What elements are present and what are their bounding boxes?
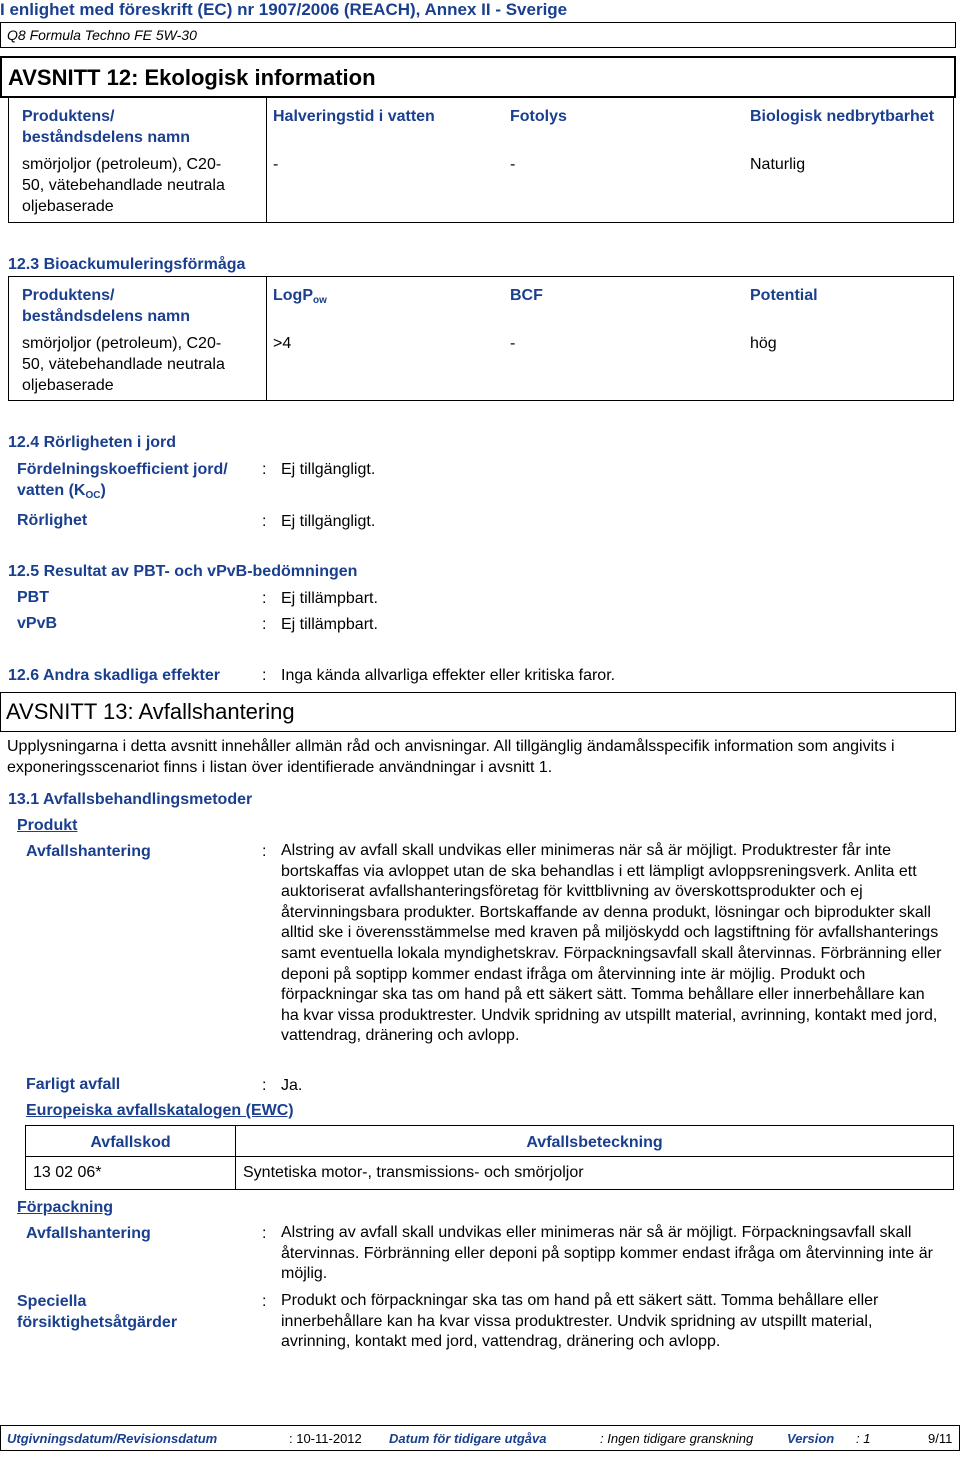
bioaccumulation-title: 12.3 Bioackumuleringsförmåga [8,256,246,273]
speciella-colon: : [262,1293,267,1310]
avfallshantering-text: Alstring av avfall skall undvikas eller minimeras när så är möjligt. Produktrester får inte bortskaffas via avloppet utan de ska behandlas i ett lämpligt avloppsreningsverk. Anlita ett auktoriserat avfallshanteringsföretag för kvittblivning av överskottsprodukter och ej återvinningsbara produkter. Bortskaffande av denna produkt, lösningar och biprodukter skall alltid ske i överensstämmelse med kraven på miljöskydd och lagstiftning för avfallshanterings samt eventuella lokala myndighetskrav. Förpackningsavfall skall återvinnas. Förbränning eller deponi på soptipp kommer endast ifråga om återvinning inte är möjlig. Produkt och förpackningar ska tas om hand på ett säkert sätt. Tomma behållare eller innerbehållare kan ha kvar vissa produktrester. Undvik spridning av utspillt material, avrinning, kontakt med jord, vattendrag, dränering och avlopp. [281,842,942,1045]
bioacc-header-name: Produktens/ beståndsdelens namn [9,277,267,328]
speciella-text: Produkt och förpackningar ska tas om hand på ett säkert sätt. Tomma behållare eller innerbehållare kan ha kvar vissa produktrester. Undvik spridning av utspillt material, avrinning, kontakt med jord, vattendrag, dränering och avlopp. [281,1292,879,1351]
vpvb-value: Ej tillämpbart. [281,616,378,633]
footer-date-value: : 10-11-2012 [289,1431,362,1446]
forp-avfallshantering-label: Avfallshantering [26,1225,151,1242]
bioacc-row-name: smörjoljor (petroleum), C20-50, vätebehandlade neutrala oljebaserade [9,327,267,401]
footer-version-label: Version [787,1431,835,1446]
koc-label: Fördelningskoefficient jord/ vatten (KOC) [17,461,228,501]
ewc-header-code: Avfallskod [26,1126,236,1157]
bioaccumulation-table [8,276,954,401]
koc-colon: : [262,461,267,478]
forp-avfallshantering-colon: : [262,1225,267,1242]
product-name-box [0,22,956,48]
koc-value: Ej tillgängligt. [281,461,376,478]
other-effects-value: Inga kända allvarliga effekter eller kritiska faror. [281,667,616,684]
degradation-row-name: smörjoljor (petroleum), C20-50, vätebehandlade neutrala oljebaserade [9,148,267,223]
footer-version-value: : 1 [856,1431,871,1446]
footer-date-label: Utgivningsdatum/Revisionsdatum [7,1431,218,1446]
footer-prev-label: Datum för tidigare utgåva [389,1431,547,1446]
section-12-heading [0,56,956,98]
other-effects-colon: : [262,667,267,684]
pbt-colon: : [262,590,267,607]
rorlighet-label: Rörlighet [17,512,88,529]
section-12-title: AVSNITT 12: Ekologisk information [8,65,376,90]
degradation-header-name: Produktens/ beståndsdelens namn [9,98,267,149]
section-13-intro: Upplysningarna i detta avsnitt innehåller allmän råd och anvisningar. All tillgänglig ändamålsspecifik information som angivits i exponeringsscenariot finns i listan över identifierade användningar i avsnitt 1. [7,738,895,776]
product-name: Q8 Formula Techno FE 5W-30 [7,27,197,43]
degradation-header-halftime: Halveringstid i vatten [267,98,507,149]
footer-prev-value: : Ingen tidigare granskning [600,1431,754,1446]
pbt-title: 12.5 Resultat av PBT- och vPvB-bedömningen [8,563,358,580]
section-13-heading [0,692,956,732]
farligt-avfall-value: Ja. [281,1077,303,1094]
rorlighet-value: Ej tillgängligt. [281,513,376,530]
degradation-row-halftime: - [267,148,507,223]
forp-avfallshantering-text: Alstring av avfall skall undvikas eller minimeras när så är möjligt. Förpackningsavfall skall återvinnas. Förbränning eller deponi på soptipp kommer endast ifråga om återvinning inte är möjlig. [281,1224,933,1283]
avfallshantering-label: Avfallshantering [26,843,151,860]
farligt-avfall-colon: : [262,1077,267,1094]
ewc-row-desc: Syntetiska motor-, transmissions- och smörjoljor [236,1157,954,1190]
speciella-label: Speciella försiktighetsåtgärder [17,1293,178,1331]
degradation-header-photolysis: Fotolys [506,98,750,149]
koc-subscript: OC [85,490,101,501]
section-13-title: AVSNITT 13: Avfallshantering [6,699,295,724]
bioacc-header-bcf: BCF [506,277,750,328]
logp-subscript: ow [313,295,327,306]
degradation-table [8,97,954,223]
ewc-header-desc: Avfallsbeteckning [236,1126,954,1157]
bioacc-row-potential: hög [750,327,954,401]
vpvb-colon: : [262,616,267,633]
mobility-title: 12.4 Rörligheten i jord [8,434,177,451]
pbt-label: PBT [17,589,49,606]
avfallshantering-colon: : [262,843,267,860]
vpvb-label: vPvB [17,615,58,632]
pbt-value: Ej tillämpbart. [281,590,378,607]
degradation-header-biodeg: Biologisk nedbrytbarhet [750,98,954,149]
document-title: I enlighet med föreskrift (EC) nr 1907/2006 (REACH), Annex II - Sverige [0,0,568,19]
farligt-avfall-label: Farligt avfall [26,1076,121,1093]
produkt-label: Produkt [17,817,78,834]
degradation-row-biodeg: Naturlig [750,148,954,223]
footer-page-number: 9/11 [928,1431,953,1446]
ewc-label: Europeiska avfallskatalogen (EWC) [26,1102,294,1119]
ewc-table [25,1125,954,1190]
methods-title: 13.1 Avfallsbehandlingsmetoder [8,791,253,808]
bioacc-header-logp: LogPow [267,277,507,328]
bioacc-row-logp: >4 [267,327,507,401]
other-effects-label: 12.6 Andra skadliga effekter [8,667,220,684]
rorlighet-colon: : [262,513,267,530]
footer-bar [0,1425,960,1451]
ewc-row-code: 13 02 06* [26,1157,236,1190]
bioacc-row-bcf: - [506,327,750,401]
forpackning-label: Förpackning [17,1199,114,1216]
bioacc-header-potential: Potential [750,277,954,328]
degradation-row-photolysis: - [506,148,750,223]
